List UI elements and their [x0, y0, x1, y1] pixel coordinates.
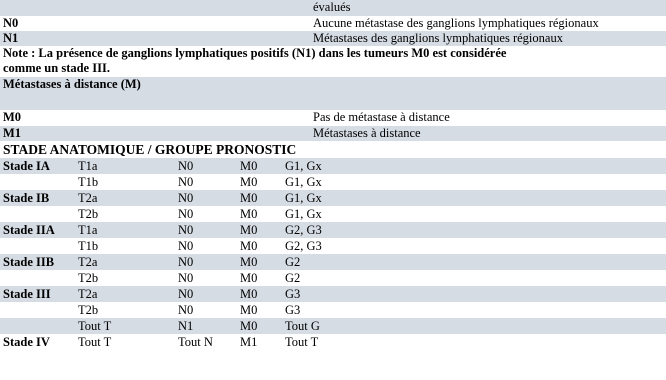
stage-m-value: M0 — [240, 159, 258, 173]
n0-desc: Aucune métastase des ganglions lymphatiques régionaux — [313, 16, 599, 30]
stage-t-value: T2b — [78, 303, 99, 317]
stage-n-value: N0 — [178, 287, 194, 301]
stage-g-value: G2 — [285, 255, 301, 269]
stage-t-value: T1a — [78, 159, 98, 173]
row-n0 — [0, 16, 666, 31]
n0-code: N0 — [3, 16, 19, 30]
stage-t-value: T2b — [78, 207, 99, 221]
row-n1 — [0, 31, 666, 46]
stage-n-value: N0 — [178, 255, 194, 269]
note-line-1: Note : La présence de ganglions lymphatiques positifs (N1) dans les tumeurs M0 est considérée — [3, 46, 507, 60]
stage-m-value: M1 — [240, 335, 258, 349]
stage-row — [0, 222, 666, 238]
stage-g-value: G3 — [285, 303, 301, 317]
m0-code: M0 — [3, 110, 22, 124]
stage-m-value: M0 — [240, 223, 258, 237]
stage-t-value: T1b — [78, 239, 99, 253]
stage-m-value: M0 — [240, 175, 258, 189]
row-m1 — [0, 126, 666, 141]
stage-n-value: N0 — [178, 223, 194, 237]
stage-rows — [0, 158, 666, 350]
stage-g-value: G2 — [285, 271, 301, 285]
n1-desc: Métastases des ganglions lymphatiques régionaux — [313, 31, 563, 45]
stage-t-value: Tout T — [78, 335, 112, 349]
stage-t-value: T2b — [78, 271, 99, 285]
stage-row — [0, 190, 666, 206]
stage-m-value: M0 — [240, 271, 258, 285]
stage-g-value: G2, G3 — [285, 223, 322, 237]
stage-section-header: STADE ANATOMIQUE / GROUPE PRONOSTIC — [3, 142, 297, 157]
stage-g-value: G1, Gx — [285, 191, 322, 205]
stage-g-value: G1, Gx — [285, 207, 322, 221]
stage-n-value: Tout N — [178, 335, 213, 349]
stage-t-value: Tout T — [78, 319, 112, 333]
stage-row — [0, 302, 666, 318]
m1-code: M1 — [3, 126, 22, 140]
stage-n-value: N0 — [178, 159, 194, 173]
stage-row — [0, 174, 666, 190]
stage-n-value: N0 — [178, 191, 194, 205]
stage-row — [0, 254, 666, 270]
stage-row — [0, 318, 666, 334]
n1-code: N1 — [3, 31, 19, 45]
stage-n-value: N0 — [178, 239, 194, 253]
stage-n-value: N0 — [178, 303, 194, 317]
stage-row — [0, 238, 666, 254]
stage-g-value: G3 — [285, 287, 301, 301]
note-line-2: comme un stade III. — [3, 61, 110, 75]
stage-row — [0, 158, 666, 174]
stage-t-value: T2a — [78, 255, 98, 269]
stage-m-value: M0 — [240, 303, 258, 317]
stage-row — [0, 286, 666, 302]
stage-t-value: T1a — [78, 223, 98, 237]
row-m0 — [0, 110, 666, 126]
stage-m-value: M0 — [240, 239, 258, 253]
stage-m-value: M0 — [240, 287, 258, 301]
stage-label: Stade IB — [3, 191, 50, 205]
stage-row — [0, 334, 666, 350]
stage-n-value: N0 — [178, 271, 194, 285]
row-note — [0, 46, 666, 77]
m-section-header: Métastases à distance (M) — [3, 77, 141, 91]
stage-n-value: N0 — [178, 207, 194, 221]
stage-g-value: G2, G3 — [285, 239, 322, 253]
stage-t-value: T2a — [78, 191, 98, 205]
stage-label: Stade IIA — [3, 223, 55, 237]
row-top-fragment — [0, 0, 666, 16]
stage-label: Stade IV — [3, 335, 50, 349]
stage-g-value: Tout T — [285, 335, 319, 349]
stage-row — [0, 206, 666, 222]
m0-desc: Pas de métastase à distance — [313, 110, 450, 124]
row-m-header — [0, 77, 666, 110]
m1-desc: Métastases à distance — [313, 126, 421, 140]
stage-label: Stade IIB — [3, 255, 55, 269]
stage-m-value: M0 — [240, 319, 258, 333]
stage-label: Stade IA — [3, 159, 50, 173]
stage-g-value: G1, Gx — [285, 175, 322, 189]
stage-t-value: T2a — [78, 287, 98, 301]
stage-row — [0, 270, 666, 286]
stage-m-value: M0 — [240, 207, 258, 221]
stage-n-value: N1 — [178, 319, 194, 333]
stage-g-value: Tout G — [285, 319, 320, 333]
stage-label: Stade III — [3, 287, 51, 301]
stage-m-value: M0 — [240, 255, 258, 269]
stage-m-value: M0 — [240, 191, 258, 205]
row-stage-header — [0, 141, 666, 158]
stage-n-value: N0 — [178, 175, 194, 189]
stage-g-value: G1, Gx — [285, 159, 322, 173]
top-fragment-text: évalués — [313, 0, 351, 14]
stage-t-value: T1b — [78, 175, 99, 189]
